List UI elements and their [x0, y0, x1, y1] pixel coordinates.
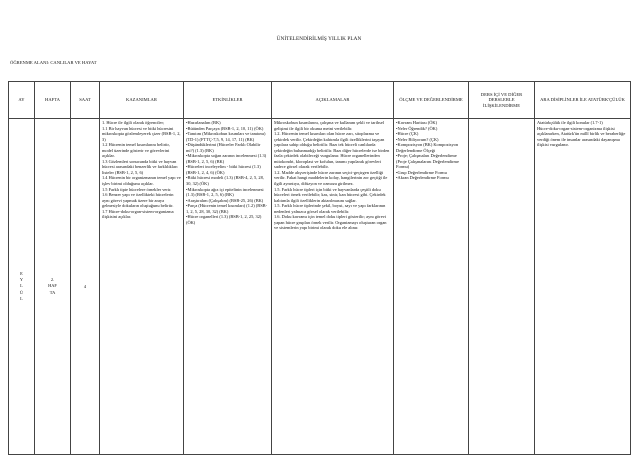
header-aciklamalar: AÇIKLAMALAR: [272, 82, 394, 119]
page-title: ÜNİTELENDİRİLMİŞ YILLIK PLAN: [276, 36, 362, 42]
cell-etkinlikler: •Hazırlanalım (BK) •Bütünden Parçaya (BSB-1, 2, 10, 11) (ÖK) •Tanıtım (Mikroskobun kısımları ve tanıtımı) (TD-1) (FTTÇ-7,5, 9, 14, 17, 11) (BK) •Düşündüklerimi (Hücreler Farklı Olabilir mi?) (1.3) (BK) •Mikroskopta soğan zarının incelenmesi (1.3) (BSB-1, 2, 5, 6) (BK) •Hücreleri inceleyelim - bitki hücresi (1.3) (BSB-1, 2, 4, 6) (ÖK) •Bitki hücresi modeli (1.3) (BSB-4, 2, 5, 28, 30, 32) (ÖK) •Mikroskopta ağız içi epitelinin incelenmesi (1.3) (BSB-1, 2, 5, 6) (BK) •Araştıralım (Çalışalım) (BSB-25, 26) (BK) •Parça (Hücrenin temel kısımları) (1.2) (BSB-1, 2, 5, 28, 30, 32) (BK) •Hücre organelleri (1.3) (BSB-1, 2, 25, 32) (ÖK): [184, 119, 272, 455]
header-saat: SAAT: [71, 82, 100, 119]
table-row: [9, 119, 631, 455]
cell-hafta: 2. HAF TA: [35, 119, 71, 455]
learning-area-label: ÖĞRENME ALANI: CANLILAR VE HAYAT: [10, 60, 97, 65]
cell-aciklamalar: Mikroskobun kısımlarını, çalışma ve kullanım şekli ve tarihsel gelişimi ile ilgili bir okuma metni verilebilir. 1.2. Hücrenin temel kısımları olan hücre zarı, sitoplazma ve çekirdek verilir. Çekirdeğin kalıtımla ilgili özelliklerini taşıyan yapılara sahip olduğu belirtilir. Bazı tek hücreli canlılarda çekirdeğin bulunmadığı belirtilir. Bazı diğer hücrelerde ise birden fazla çekirdek olabileceği vurgulanır. Hücre organellerinden mitokondri, kloroplast ve kofulun, tanımı yapılarak görevleri sadece görsel olarak verilebilir. 1.2. Madde alışverişinde hücre zarının seçici-geçirgen özelliği verilir. Fakat hangi maddelerin kolay, hangilerinin zor geçtiği ile ilgili ayrıntıya, difüzyon ve ozmoza girilmez. 1.5. Farklı hücre tipleri için bitki ve hayvanlarda çeşitli doku hücreleri örnek verilebilir; kas, sinir, kan hücresi gibi. Çekirdek kalıtımla ilgili özelliklerin aktarılmasını sağlar. 1.5. Farklı hücre tiplerinde şekil, boyut, sayı ve yapı farklarının nedenleri yalnızca görsel olarak verilebilir. 1.6. Doku kavramı için temel doku tipleri gösterilir; aynı görevi yapan hücre grupları örnek verilir. Organizmayı oluşturan organ ve sistemlerin yapı birimi olarak doku ele alınır.: [272, 119, 394, 455]
cell-saat: 4: [71, 119, 100, 455]
cell-olcme: •Kavram Haritası (ÖK) •Neler Öğrendik? (ÖK) •Hücre (ÇK) •Neler Biliyorum? (ÇK) •Kompozisyon (BK) Kompozisyon Değerlendirme Ölçeği •Proje; Çalışmaları Değerlendirme (Proje Çalışmalarını Değerlendirme Formu) •Grup Değerlendirme Formu •Akran Değerlendirme Formu: [394, 119, 469, 455]
cell-ay: E Y L Ü L: [9, 119, 35, 455]
header-olcme: ÖLÇME VE DEĞERLENDİRME: [394, 82, 469, 119]
header-hafta: HAFTA: [35, 82, 71, 119]
header-ay: AY: [9, 82, 35, 119]
table-header-row: [9, 82, 631, 119]
header-ders-ici: DERS İÇİ VE DİĞER DERSLERLE İLİŞKİLENDİRME: [469, 82, 535, 119]
cell-ders-ici: [469, 119, 535, 455]
cell-kazanimlar: 1. Hücre ile ilgili olarak öğrenciler; 1.1 Bir hayvan hücresi ve bitki hücresini mikroskopta gözlemleyerek çizer (BSB-1, 2, 3) 1.2 Hücrenin temel kısımlarını belirtir, model üzerinde gösterir ve görevlerini açıklar. 1.3 Gözlemleri sonucunda bitki ve hayvan hücresi arasındaki benzerlik ve farklılıkları listeler (BSB-1, 2, 5, 6) 1.4 Hücrenin bir organizmanın temel yapı ve işlev birimi olduğunu açıklar. 1.5 Farklı tipte hücrelere örnekler verir. 1.6 Benzer yapı ve özellikteki hücrelerin aynı görevi yapmak üzere bir araya gelmesiyle dokuların oluştuğunu belirtir. 1.7 Hücre-doku-organ-sistem-organizma ilişkisini açıklar.: [100, 119, 184, 455]
cell-ara-disiplin: Atatürkçülük ile ilgili konular (1.7-1) Hücre-doku-organ-sistem-organizma ilişkisi açıklanırken, Atatürk'ün millî birlik ve beraberliğe verdiği önem ile insanlar arasındaki dayanışma ilişkisi vurgulanır.: [535, 119, 631, 455]
header-ara-disiplin: ARA DİSİPLİNLER İLE ATATÜRK'ÇÜLÜK: [535, 82, 631, 119]
header-kazanimlar: KAZANIMLAR: [100, 82, 184, 119]
yearly-plan-table: [8, 81, 631, 455]
header-etkinlikler: ETKİNLİKLER: [184, 82, 272, 119]
